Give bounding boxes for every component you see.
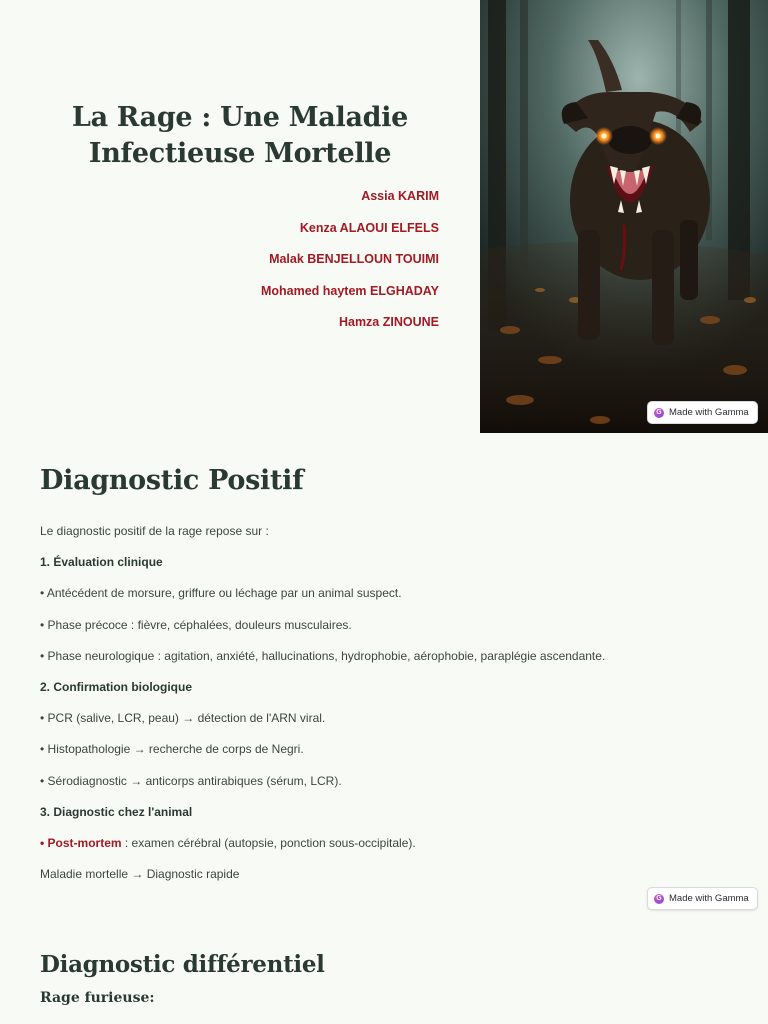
rabid-dog-image (480, 0, 768, 433)
slide-title: Diagnostic Positif (40, 465, 304, 496)
badge-label: Made with Gamma (669, 893, 749, 904)
author-name: Mohamed haytem ELGHADAY (260, 283, 439, 298)
list-item: • Phase neurologique : agitation, anxiété, hallucinations, hydrophobie, aérophobie, paraplégie ascendante. (40, 648, 606, 663)
made-with-gamma-badge[interactable] (647, 401, 758, 424)
list-item (40, 833, 740, 864)
section-heading: 2. Confirmation biologique (40, 679, 192, 694)
diagnostic-differentiel-slide (0, 918, 768, 1024)
slide-title (40, 100, 440, 172)
diagnostic-positif-slide (0, 433, 768, 918)
section-heading: 1. Évaluation clinique (40, 555, 163, 570)
author-name: Assia KARIM (361, 189, 439, 203)
intro-text: Le diagnostic positif de la rage repose sur : (40, 524, 269, 538)
section-heading: 3. Diagnostic chez l'animal (40, 804, 193, 819)
author-list (200, 186, 439, 344)
gamma-logo-icon: G (654, 408, 664, 418)
post-mortem-text: : examen cérébral (autopsie, ponction sous-occipitale). (121, 835, 416, 850)
slide-title: Diagnostic différentiel (40, 951, 325, 978)
list-item: • Histopathologie → recherche de corps de Negri. (40, 742, 304, 757)
subsection-heading: Rage furieuse: (40, 990, 155, 1006)
list-item: • Sérodiagnostic → anticorps antirabiques (sérum, LCR). (40, 773, 342, 788)
slide-content (40, 521, 740, 895)
author-name: Hamza ZINOUNE (338, 315, 439, 329)
post-mortem-label: • Post-mortem (40, 835, 122, 850)
author-name: Kenza ALAOUI ELFELS (299, 220, 439, 235)
author-name: Malak BENJELLOUN TOUIMI (269, 252, 439, 266)
title-slide (0, 0, 768, 433)
list-item: • PCR (salive, LCR, peau) → détection de l'ARN viral. (40, 711, 326, 726)
title-block (40, 100, 440, 172)
list-item: • Phase précoce : fièvre, céphalées, douleurs musculaires. (40, 617, 352, 632)
title-line-1: La Rage : Une Maladie (71, 102, 409, 133)
title-line-2: Infectieuse Mortelle (88, 138, 392, 169)
list-item: • Antécédent de morsure, griffure ou léchage par un animal suspect. (40, 586, 402, 601)
made-with-gamma-badge[interactable] (647, 887, 758, 910)
gamma-logo-icon: G (654, 894, 664, 904)
badge-label: Made with Gamma (669, 407, 749, 418)
closing-text: Maladie mortelle → Diagnostic rapide (40, 867, 240, 882)
